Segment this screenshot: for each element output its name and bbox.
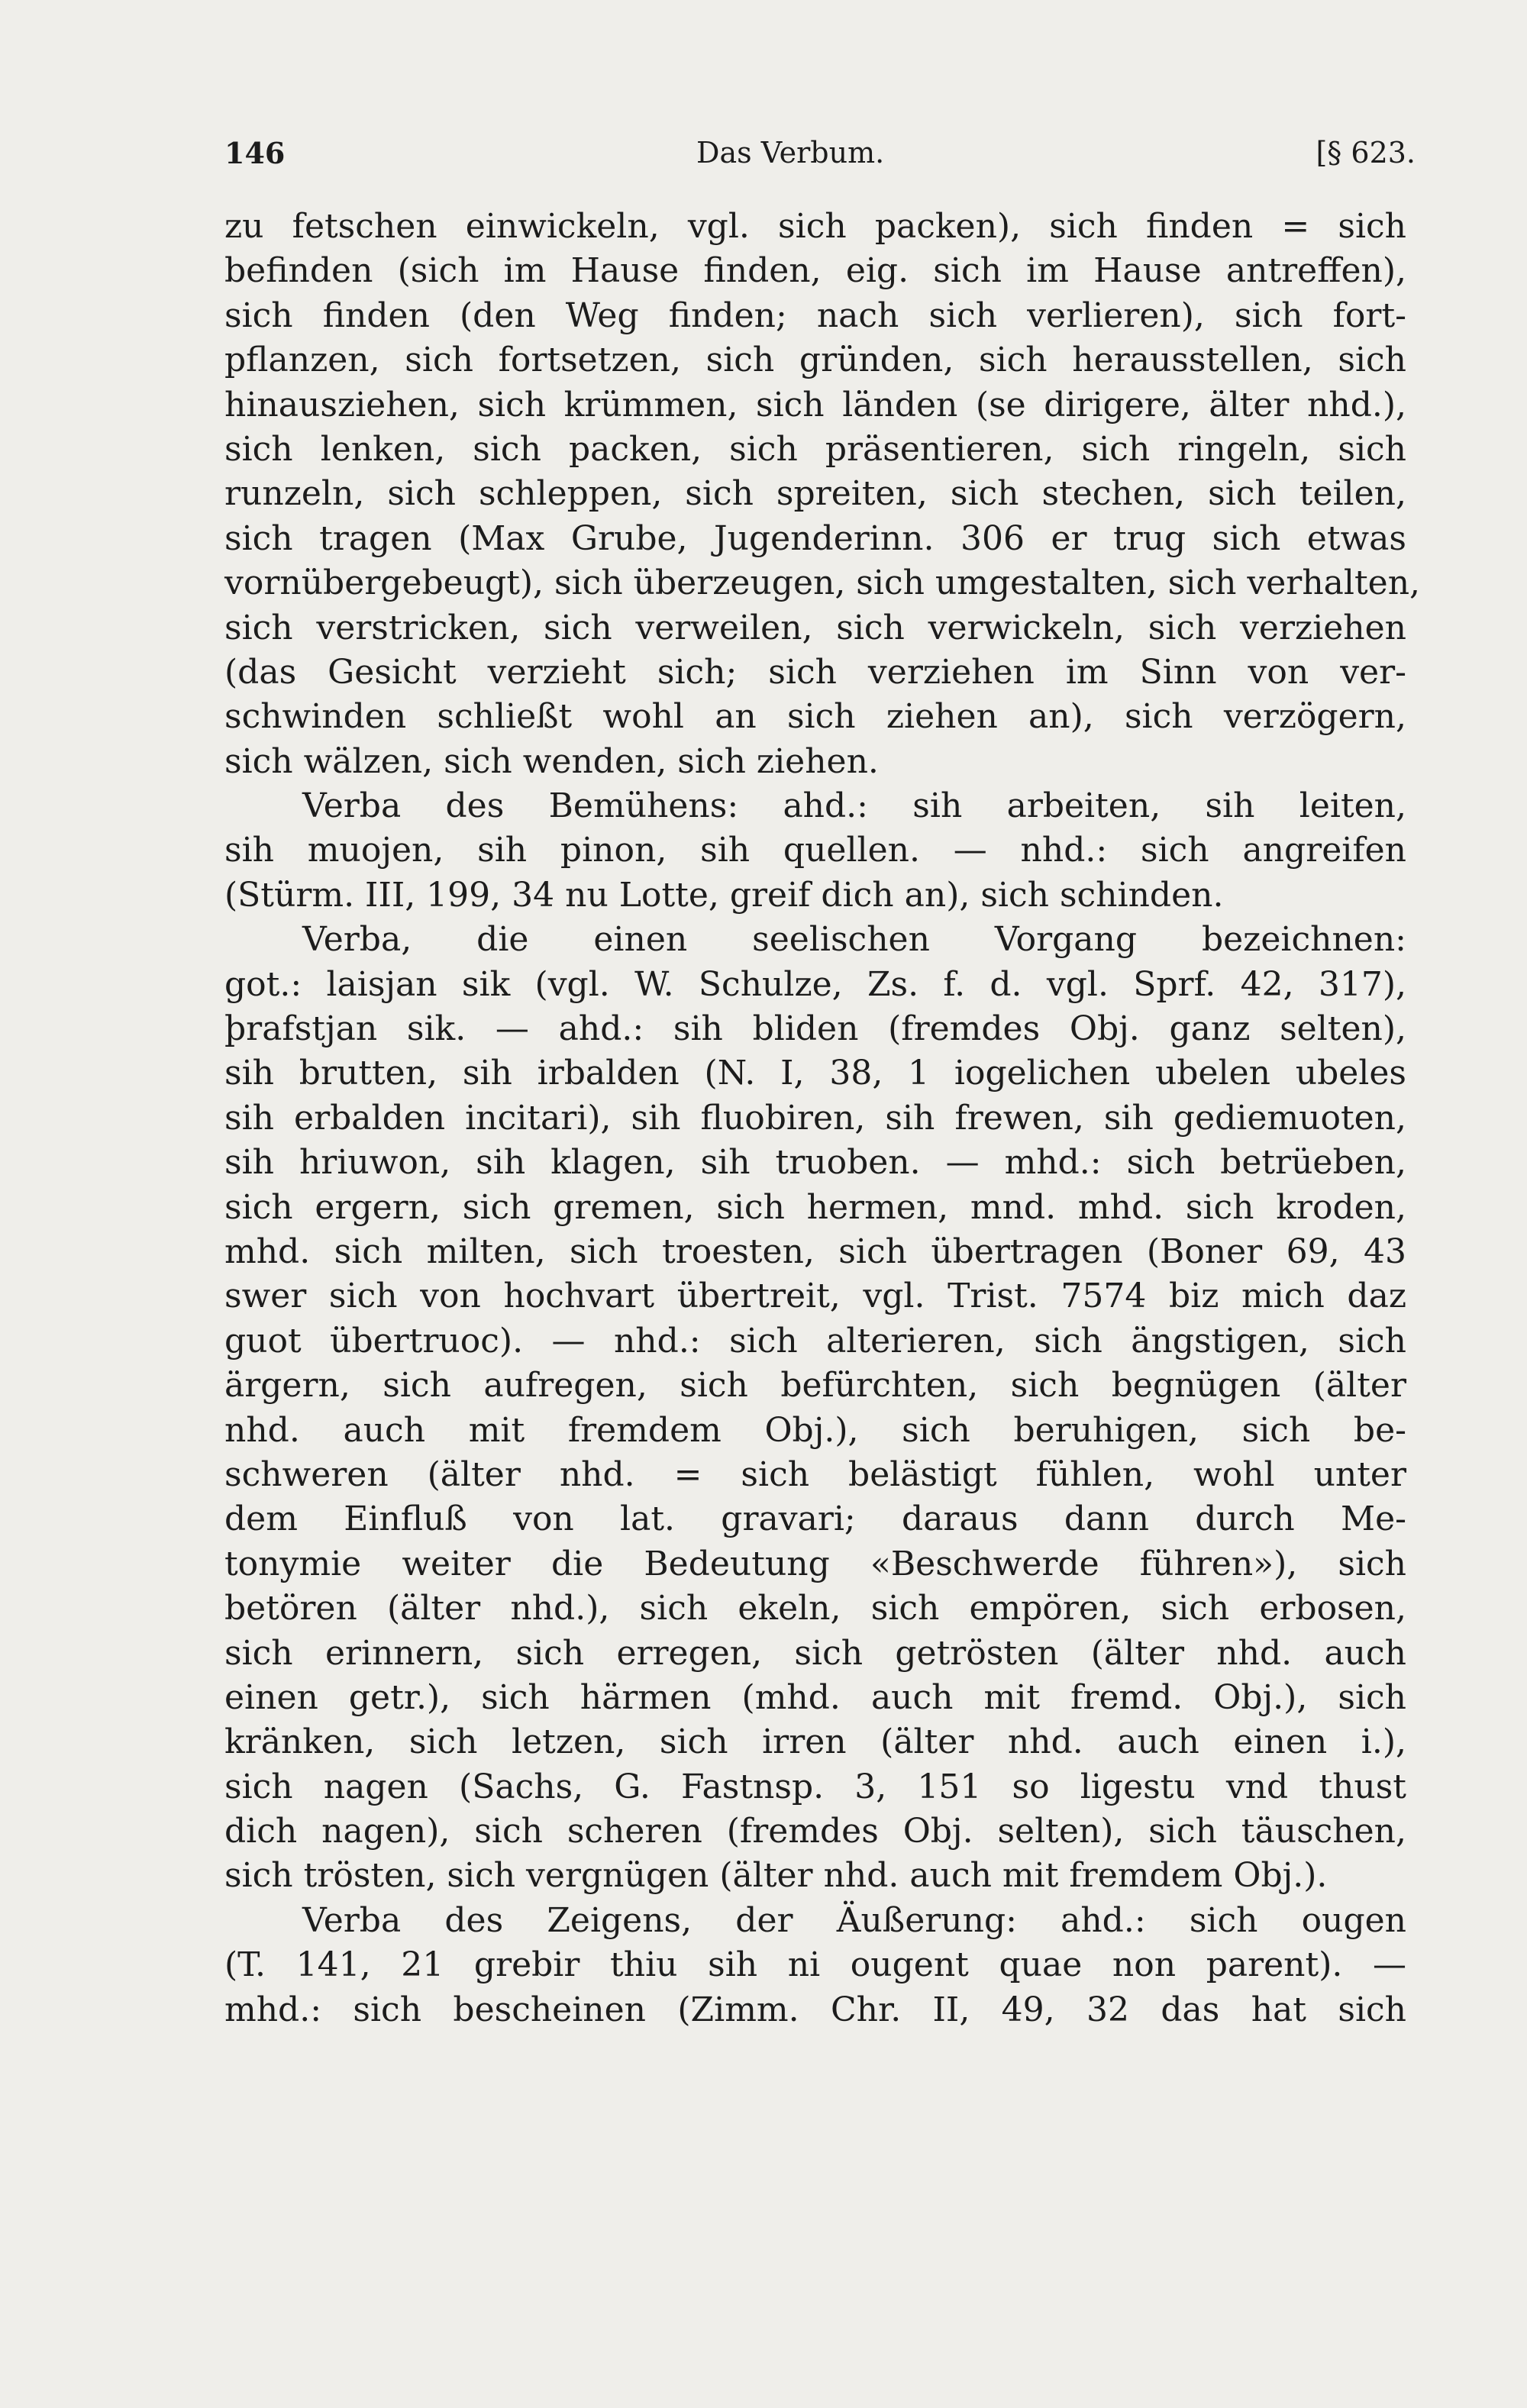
running-header xyxy=(224,136,1416,182)
paragraph-start-line: Verba, die einen seelischen Vorgang bezeichnen: xyxy=(302,920,1406,960)
text-line: vornübergebeugt), sich überzeugen, sich umgestalten, sich verhalten, xyxy=(224,563,1421,603)
text-line: sich ergern, sich gremen, sich hermen, mnd. mhd. sich kroden, xyxy=(224,1187,1406,1227)
page-number: 146 xyxy=(224,136,286,170)
text-line: got.: laisjan sik (vgl. W. Schulze, Zs. f. d. vgl. Sprf. 42, 317), xyxy=(224,964,1406,1004)
text-line: pflanzen, sich fortsetzen, sich gründen, sich herausstellen, sich xyxy=(224,341,1406,380)
text-line: hinausziehen, sich krümmen, sich länden (se dirigere, älter nhd.), xyxy=(224,385,1406,424)
text-line: sich lenken, sich packen, sich präsentieren, sich ringeln, sich xyxy=(224,429,1406,469)
text-line: guot übertruoc). — nhd.: sich alterieren, sich ängstigen, sich xyxy=(224,1321,1406,1361)
text-line: sih muojen, sih pinon, sih quellen. — nhd.: sich angreifen xyxy=(224,831,1406,870)
text-line: sich verstricken, sich verweilen, sich verwickeln, sich verziehen xyxy=(224,608,1406,647)
text-line: dich nagen), sich scheren (fremdes Obj. selten), sich täuschen, xyxy=(224,1812,1406,1851)
text-line: sich finden (den Weg finden; nach sich verlieren), sich fort- xyxy=(224,295,1406,335)
text-line: ärgern, sich aufregen, sich befürchten, sich begnügen (älter xyxy=(224,1366,1406,1406)
text-line: runzeln, sich schleppen, sich spreiten, sich stechen, sich teilen, xyxy=(224,474,1406,514)
text-line: sich trösten, sich vergnügen (älter nhd. auch mit fremdem Obj.). xyxy=(224,1856,1328,1896)
text-line: mhd. sich milten, sich troesten, sich übertragen (Boner 69, 43 xyxy=(224,1231,1406,1271)
text-line: tonymie weiter die Bedeutung «Beschwerde führen»), sich xyxy=(224,1544,1406,1583)
running-title: Das Verbum. xyxy=(696,136,885,169)
text-line: mhd.: sich bescheinen (Zimm. Chr. II, 49, 32 das hat sich xyxy=(224,1990,1406,2029)
text-line: (das Gesicht verzieht sich; sich verziehen im Sinn von ver- xyxy=(224,652,1406,692)
body-text xyxy=(224,205,1421,2032)
text-line: dem Einfluß von lat. gravari; daraus dann durch Me- xyxy=(224,1499,1406,1539)
text-line: einen getr.), sich härmen (mhd. auch mit fremd. Obj.), sich xyxy=(224,1677,1406,1717)
text-line: sih hriuwon, sih klagen, sih truoben. — mhd.: sich betrüeben, xyxy=(224,1143,1406,1183)
paragraph-start-line: Verba des Zeigens, der Äußerung: ahd.: sich ougen xyxy=(302,1900,1406,1940)
text-line: þrafstjan sik. — ahd.: sih bliden (fremdes Obj. ganz selten), xyxy=(224,1009,1406,1049)
text-line: kränken, sich letzen, sich irren (älter nhd. auch einen i.), xyxy=(224,1722,1406,1762)
text-line: sich erinnern, sich erregen, sich getrösten (älter nhd. auch xyxy=(224,1633,1406,1673)
text-line: swer sich von hochvart übertreit, vgl. Trist. 7574 biz mich daz xyxy=(224,1277,1406,1316)
text-line: sich nagen (Sachs, G. Fastnsp. 3, 151 so ligestu vnd thust xyxy=(224,1767,1406,1806)
text-line: (Stürm. III, 199, 34 nu Lotte, greif dich an), sich schinden. xyxy=(224,875,1224,915)
text-line: sich wälzen, sich wenden, sich ziehen. xyxy=(224,741,879,781)
text-line: (T. 141, 21 grebir thiu sih ni ougent quae non parent). — xyxy=(224,1945,1406,1985)
paragraph-start-line: Verba des Bemühens: ahd.: sih arbeiten, sih leiten, xyxy=(302,786,1406,826)
text-line: sih erbalden incitari), sih fluobiren, sih frewen, sih gediemuoten, xyxy=(224,1098,1406,1138)
text-line: zu fetschen einwickeln, vgl. sich packen), sich finden = sich xyxy=(224,207,1406,246)
text-line: befinden (sich im Hause finden, eig. sich im Hause antreffen), xyxy=(224,251,1406,291)
section-reference: [§ 623. xyxy=(1316,136,1416,169)
text-line: schweren (älter nhd. = sich belästigt fühlen, wohl unter xyxy=(224,1454,1406,1494)
text-line: sih brutten, sih irbalden (N. I, 38, 1 iogelichen ubelen ubeles xyxy=(224,1054,1406,1093)
text-line: nhd. auch mit fremdem Obj.), sich beruhigen, sich be- xyxy=(224,1410,1406,1450)
text-line: betören (älter nhd.), sich ekeln, sich empören, sich erbosen, xyxy=(224,1589,1406,1628)
text-line: schwinden schließt wohl an sich ziehen an), sich verzögern, xyxy=(224,697,1406,737)
text-line: sich tragen (Max Grube, Jugenderinn. 306 er trug sich etwas xyxy=(224,518,1406,558)
